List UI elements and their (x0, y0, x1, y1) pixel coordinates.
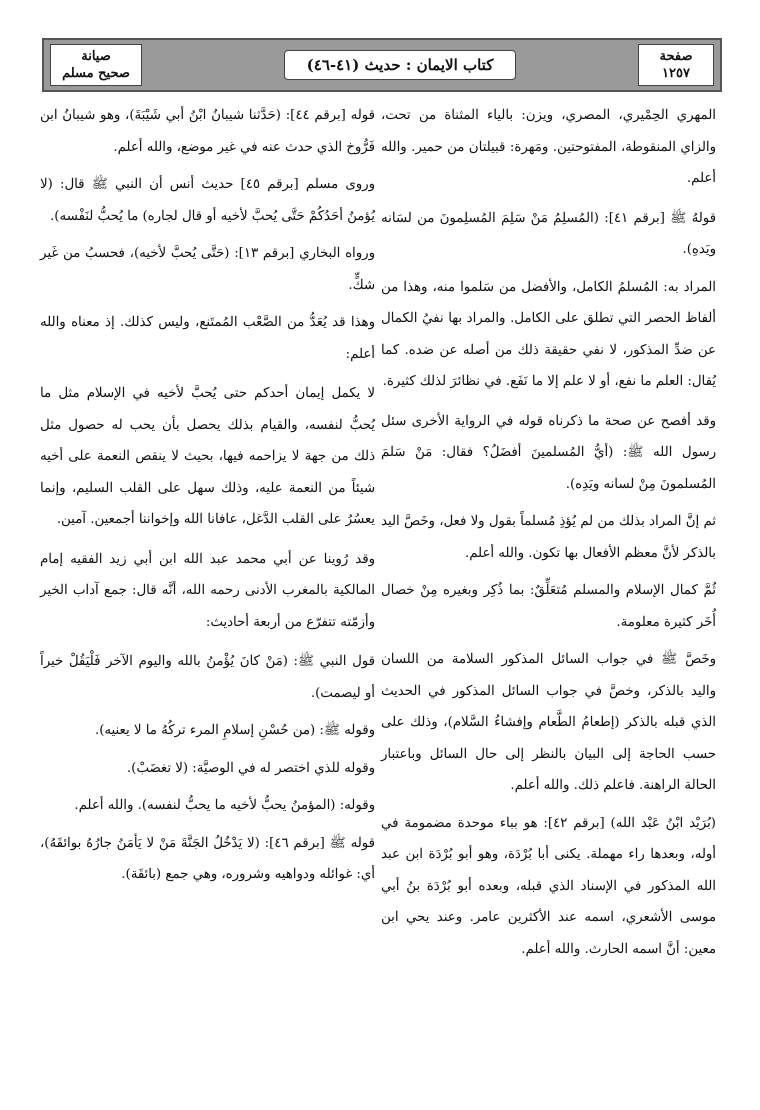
paragraph: وروى مسلم [برقم ٤٥] حديث أنس أن النبي ﷺ قال: (لا يُؤمنُ أحَدُكُمْ حَتَّى يُحبَّ لأخيه أو قال لجاره) ما يُحبُّ لنَفْسه). (40, 177, 375, 224)
paragraph: قوله ﷺ [برقم ٤٦]: (لا يَدْخُلُ الجَنَّةَ مَنْ لا يَأمَنُ جارُهُ بوائقَهُ)، أي: غوائله ودواهيه وشروره، وهي جمع (بائقَة). (40, 835, 375, 882)
paragraph: وقوله للذي اختصر له في الوصيَّة: (لا تغضَبْ). (126, 760, 375, 776)
page-number: ١٢٥٧ (662, 66, 690, 81)
paragraph: ثُمَّ كمال الإسلام والمسلم مُتعَلِّقٌ: بما ذُكِر وبغيره مِنْ خصال أُخَر كثيرة معلومة. (381, 583, 716, 630)
paragraph: لا يكمل إيمان أحدكم حتى يُحبَّ لأخيه في الإسلام مثل ما يُحبُّ لنفسه، والقيام بذلك يحصل بأن يحب له حصول مثل ذلك من جهة لا يزاحمه فيها، بحيث لا ينقص النعمة على أخيه شيئاً من النعمة عليه، وذلك سهل على القلب السليم، وإنما يعسُرُ على القلب الدَّغل، عافانا الله وإخواننا أجمعين. آمين. (40, 386, 375, 527)
paragraph: ثم إنَّ المراد بذلك من لم يُؤذِ مُسلماً بقول ولا فعل، وخَصَّ اليد بالذكر لأنَّ معظم الأفعال بها تكون. والله أعلم. (381, 514, 716, 561)
book-brand (50, 44, 142, 86)
paragraph: المراد به: المُسلمُ الكامل، والأفضل من سَلموا منه، وهذا من ألفاظ الحصر التي تطلق على الكامل. والمراد بها نفيُ الكمال عن ضدِّ المذكور، لا نفي حقيقة ذلك من أصله عن ضده. كما يُقال: العلم ما نفع، أو لا علم إلا ما نَفَع. في نظائرَ لذلك كثيرة. (381, 279, 716, 389)
brand-line-2: صحيح مسلم (62, 66, 130, 81)
paragraph: وهذا قد يُعَدُّ من الصَّعْب المُمتَنع، وليس كذلك. إذ معناه والله أعلم: (40, 315, 375, 362)
paragraph: قوله [برقم ٤٤]: (حَدَّثنا شيبانُ ابْنُ أبي شَيْبَةَ)، وهو شيبانُ ابن فَرُّوخ الذي حدث عنه في غير موضع، والله أعلم. (40, 108, 376, 155)
chapter-title: كتاب الايمان : حديث (٤١-٤٦) (284, 50, 516, 80)
brand-line-1: صيانة (81, 49, 111, 64)
paragraph: (بُرَيْد ابْنُ عَبْد الله) [برقم ٤٢]: هو بباء موحدة مضمومة في أوله، وبعدها راء مهملة. يكنى أبا بُرْدَة، وهو أبو بُرْدَة ابن عبد الله المذكور في الإسناد الذي قبله، وبعده أبو بُرْدَة بنُ أبي موسى الأشعري، اسمه عند الأكثرين عامر. وعند يحي ابن معين: أنَّ اسمه الحارث. والله أعلم. (381, 815, 716, 957)
right-column (381, 100, 716, 971)
left-column (40, 100, 375, 897)
paragraph: المهري الحِمْيري، المصري، ويزن: بالياء المثناة من تحت، والزاي المنقوطة، المفتوحتين. ومَهرة: قبيلتان من حمير. والله أعلم. (381, 108, 716, 186)
page-label: صفحة (659, 49, 693, 64)
paragraph: وقوله ﷺ: (من حُسْنِ إسلامِ المرء تركُهُ ما لا يعنيه). (94, 723, 375, 738)
paragraph: ورواه البخاري [برقم ١٣]: (حَتَّى يُحبَّ لأخيه)، فحسبُ من غَير شكٍّ. (40, 246, 375, 293)
page-header (42, 38, 722, 92)
paragraph: قول النبي ﷺ: (مَنْ كانَ يُؤْمنُ بالله واليوم الآخر فَلْيَقُلْ خيراً أو ليصمت). (40, 654, 375, 701)
paragraph: وقوله: (المؤمنُ يحبُّ لأخيه ما يحبُّ لنفسه). والله أعلم. (74, 798, 375, 813)
paragraph: قولهُ ﷺ [برقم ٤١]: (المُسلِمُ مَنْ سَلِمَ المُسلِمونَ من لسَانه ويَدهِ). (381, 210, 716, 257)
paragraph: وخَصَّ ﷺ في جواب السائل المذكور السلامة من اللسان واليد بالذكر، وخصَّ في جواب السائل المذكور في الحديث الذي قبله بالذكر (إطعامُ الطَّعام وإفشاءُ السَّلام)، وذلك على حسب الحاجة إلى البيان بالنظر إلى حال السائل وباعتبار الحالة الراهنة. فاعلم ذلك. والله أعلم. (381, 652, 716, 793)
paragraph: وقد رُوينا عن أبي محمد عبد الله ابن أبي زيد الفقيه إمام المالكية بالمغرب الأدنى رحمه الله، أنَّه قال: جمع آداب الخير وأزمّته تتفرّع من أربعة أحاديث: (40, 551, 375, 630)
page-number-box (638, 44, 714, 86)
paragraph: وقد أفصح عن صحة ما ذكرناه قوله في الرواية الأخرى سئل رسول الله ﷺ: (أيُّ المُسلمينَ أفضَلُ؟ فقال: مَنْ سَلمَ المُسلمونَ مِنْ لسانه ويَدِه). (381, 413, 716, 492)
